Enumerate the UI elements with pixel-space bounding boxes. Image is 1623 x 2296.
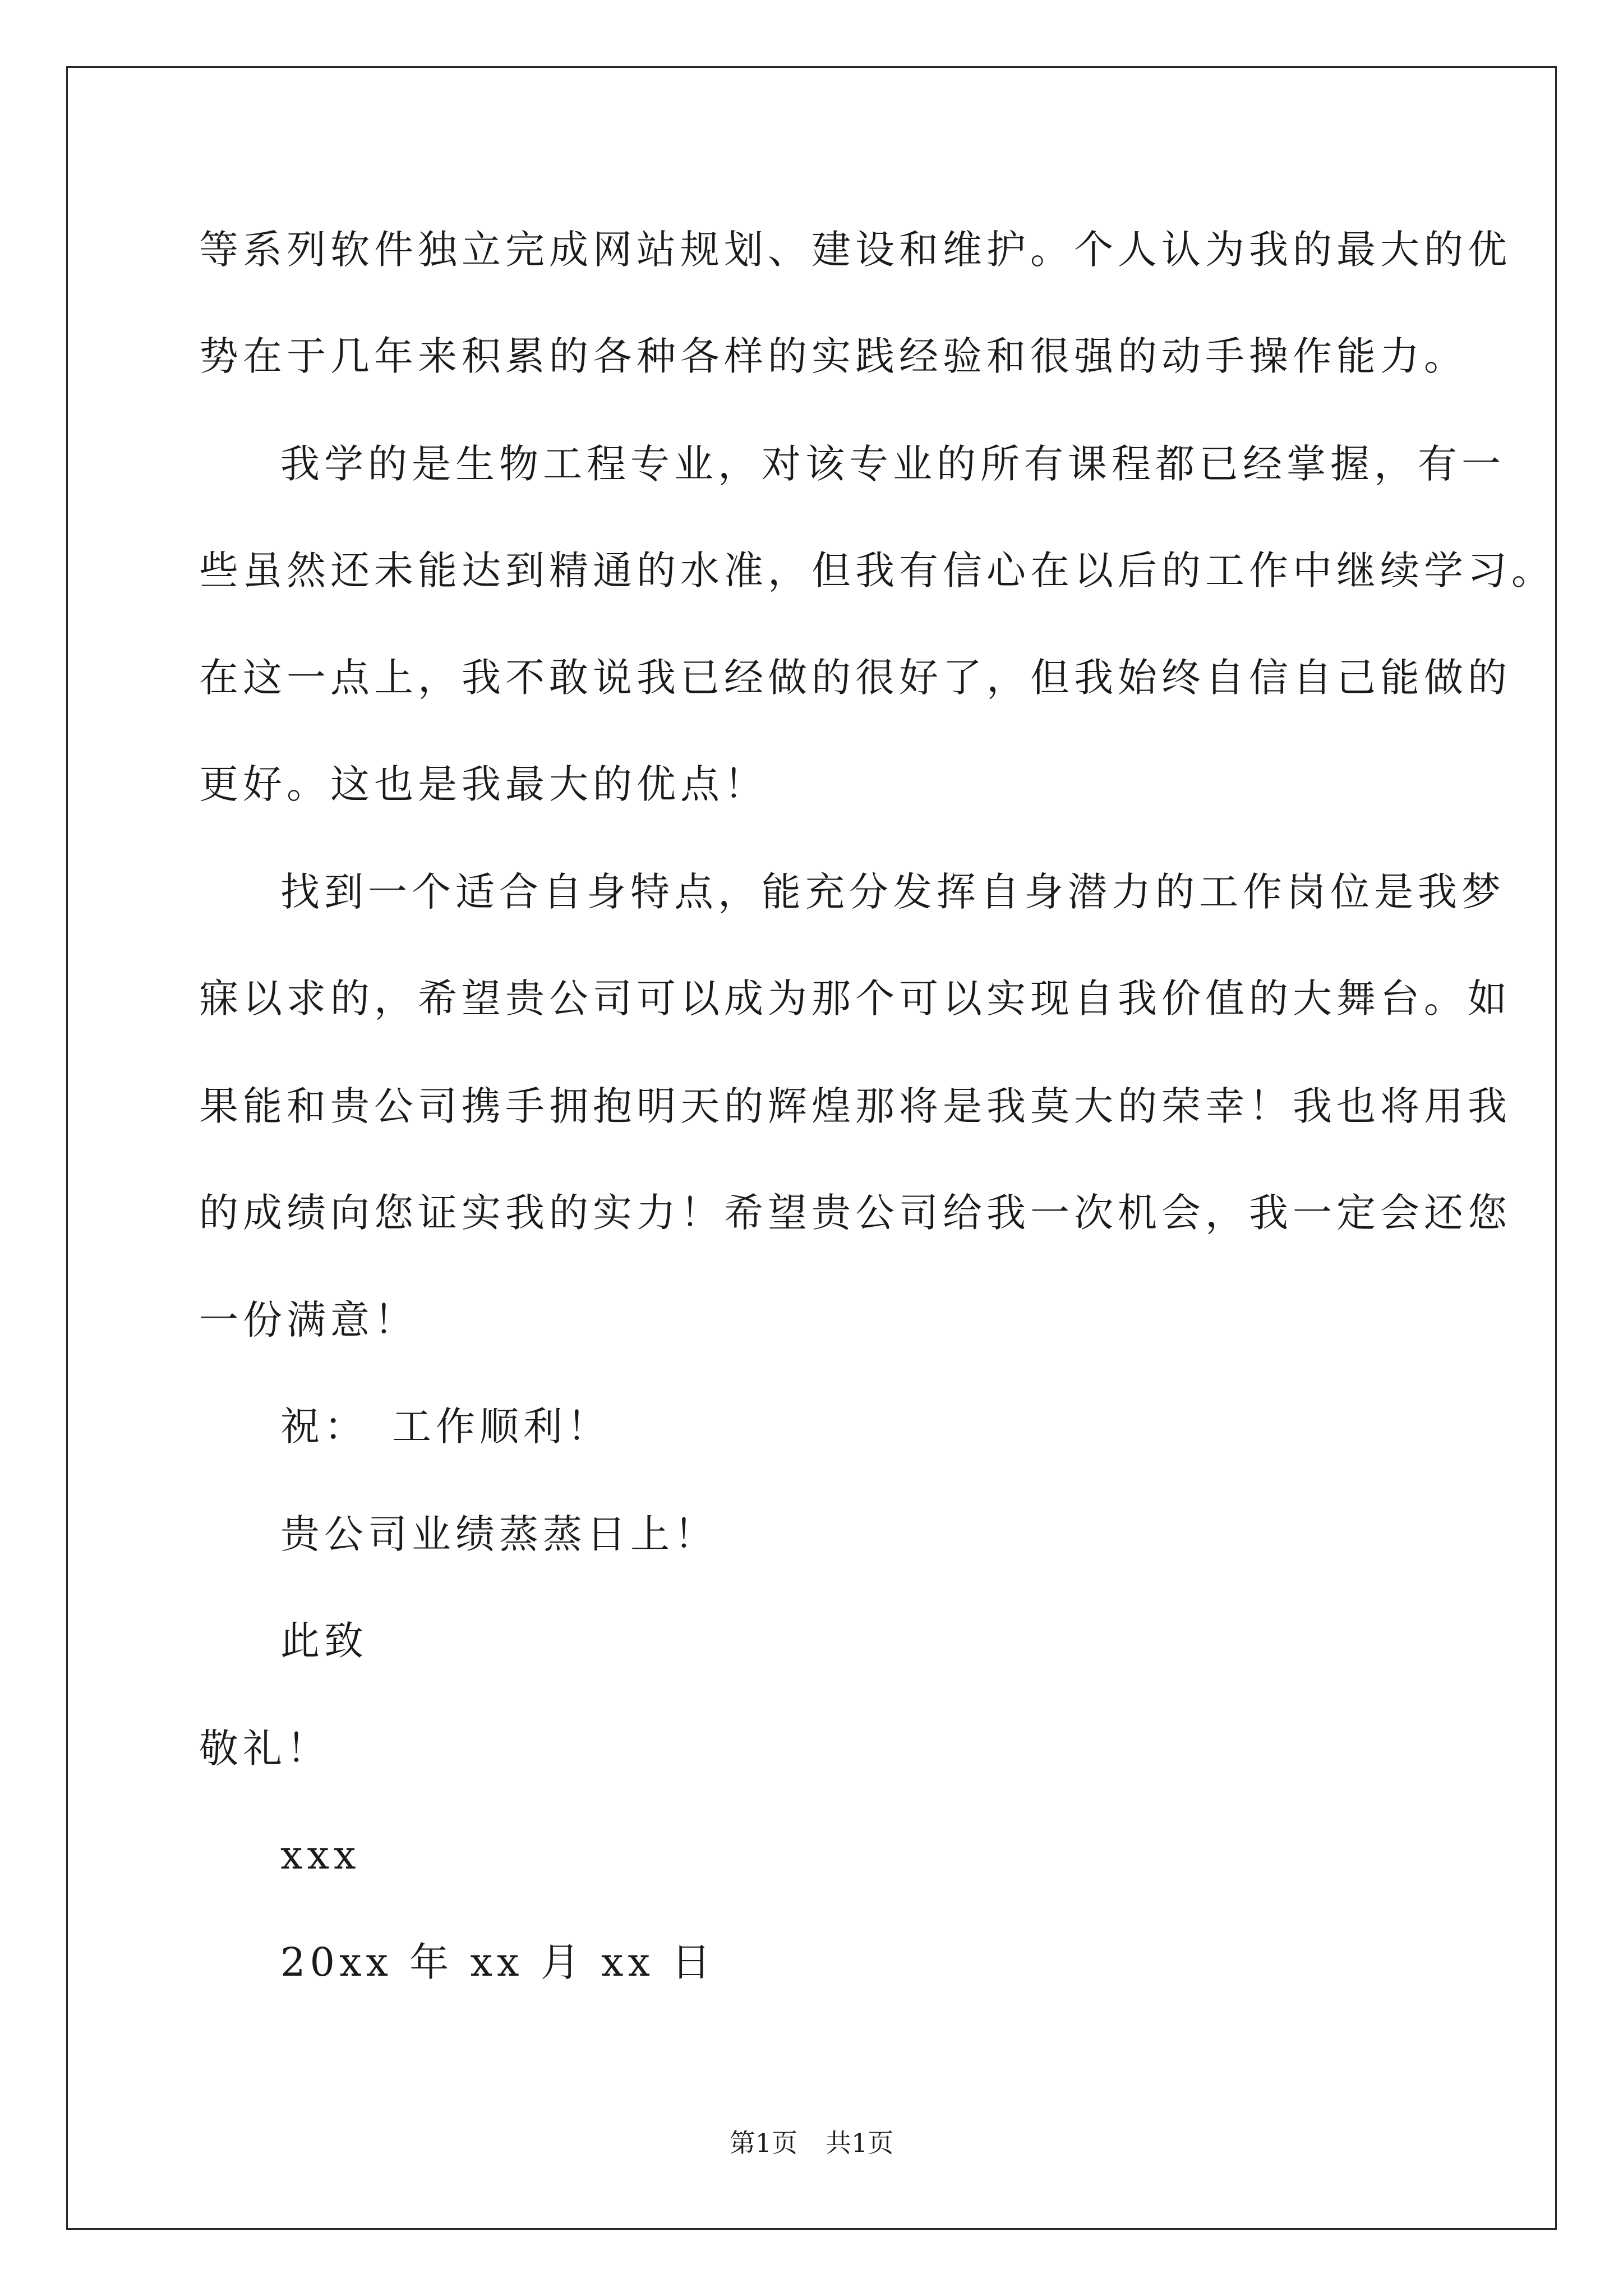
signature-name: xxx [280, 1832, 361, 1878]
greeting-line: 祝： 工作顺利！ [280, 1404, 611, 1450]
body-line-9: 果能和贵公司携手拥抱明天的辉煌那将是我莫大的荣幸！我也将用我 [199, 1083, 1511, 1129]
wish-line: 贵公司业绩蒸蒸日上！ [280, 1511, 718, 1557]
body-line-2: 势在于几年来积累的各种各样的实践经验和很强的动手操作能力。 [199, 333, 1468, 379]
signature-date: 20xx 年 xx 月 xx 日 [280, 1939, 716, 1985]
body-line-3: 我学的是生物工程专业，对该专业的所有课程都已经掌握，有一 [280, 441, 1505, 487]
page-number-total: 共1页 [826, 2128, 894, 2158]
body-line-10: 的成绩向您证实我的实力！希望贵公司给我一次机会，我一定会还您 [199, 1190, 1511, 1236]
body-line-1: 等系列软件独立完成网站规划、建设和维护。个人认为我的最大的优 [199, 227, 1511, 273]
body-line-8: 寐以求的，希望贵公司可以成为那个可以实现自我价值的大舞台。如 [199, 976, 1511, 1022]
body-line-7: 找到一个适合自身特点，能充分发挥自身潜力的工作岗位是我梦 [280, 869, 1505, 915]
body-line-4: 些虽然还未能达到精通的水准，但我有信心在以后的工作中继续学习。 [199, 547, 1555, 593]
body-line-6: 更好。这也是我最大的优点！ [199, 761, 768, 807]
closing-line: 此致 [280, 1618, 368, 1664]
body-line-11: 一份满意！ [199, 1297, 418, 1343]
page-footer [0, 2130, 1623, 2156]
page-number-current: 第1页 [729, 2128, 797, 2158]
salutation-line: 敬礼！ [199, 1726, 330, 1772]
page-border [66, 66, 1557, 2230]
body-line-5: 在这一点上，我不敢说我已经做的很好了，但我始终自信自己能做的 [199, 655, 1511, 701]
